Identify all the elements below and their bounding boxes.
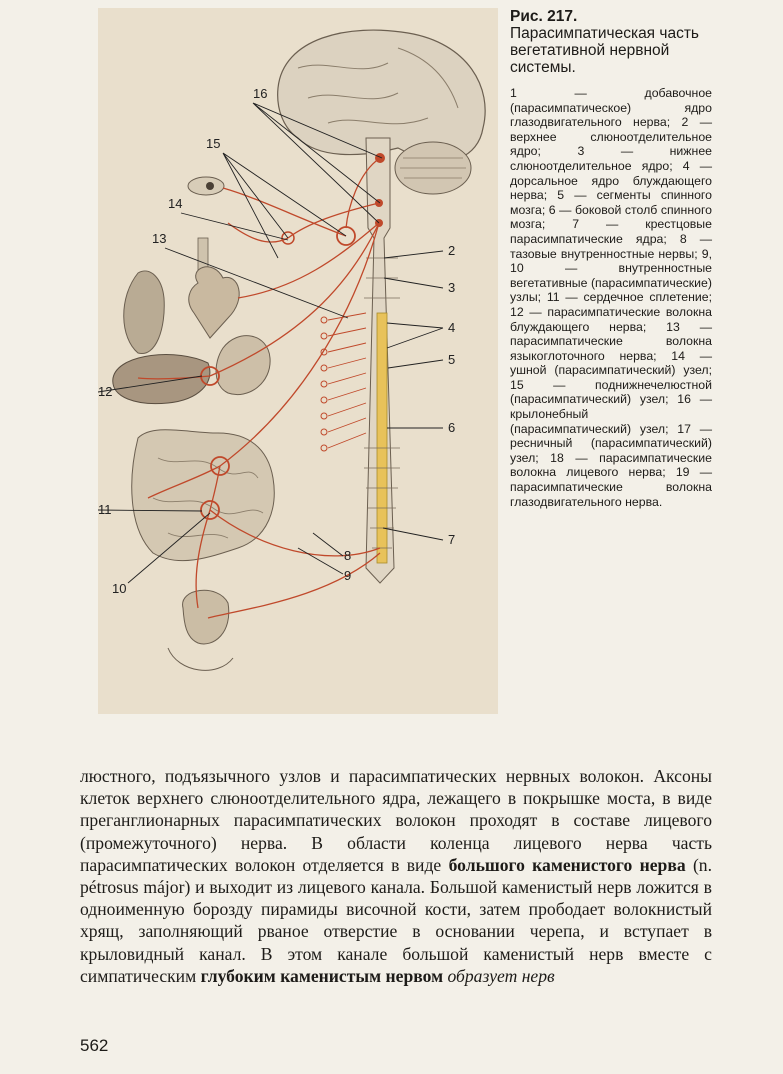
pupil-shape [206,182,214,190]
lateral-column [377,313,387,563]
label-4: 4 [448,320,456,335]
parasympathetic-diagram [98,8,498,714]
label-7: 7 [448,532,456,547]
label-12: 12 [98,384,113,399]
label-15: 15 [206,136,221,151]
label-9: 9 [344,568,352,583]
body-text-1: люстного, подъязычного узлов и парасимпатических нервных волокон. Аксоны клеток верхнего слюноотделительного ядра, лежащего в покрышке моста, в виде преганглионарных парасимпатических волокон проходят в составе лицевого (промежуточного) нерва. В области коленца лицевого нерва часть парасимпатических волокон отделяется в виде [80,766,712,875]
label-6: 6 [448,420,456,435]
lung-shape [124,271,165,354]
label-3: 3 [448,280,456,295]
caption-title [510,8,712,76]
heart-shape [189,267,239,338]
label-14: 14 [168,196,183,211]
segmental-nodes [321,317,327,451]
caption-legend: 1 — добавочное (парасимпатическое) ядро глазодвигательного нерва; 2 — верхнее слюноотделительное ядро; 3 — нижнее слюноотделительное ядро; 4 — дорсальное ядро блуждающего нерва; 5 — сегменты спинного мозга; 6 — боковой столб спинного мозга; 7 — крестцовые парасимпатические ядра; 8 — тазовые внутренностные нервы; 9, 10 — внутренностные вегетативные (парасимпатические) узлы; 11 — сердечное сплетение; 12 — парасимпатические волокна блуждающего нерва; 13 — парасимпатические волокна языкоглоточного нерва; 14 — ушной (парасимпатический) узел; 15 — поднижнечелюстной (парасимпатический) узел; 16 — крылонебный (парасимпатический) узел; 17 — ресничный (парасимпатический) узел; 18 — парасимпатические волокна лицевого нерва; 19 — парасимпатические волокна глазодвигательного нерва. [510,86,712,509]
term-greater-petrosal-nerve: большого каменистого нерва [448,854,686,875]
body-text-2: (n. pétrosus májor) и выходит из лицевого канала. Большой каменистый нерв ложится в одноименную борозду пирамиды височной кости, затем прободает волокнистый хрящ, заполняющий рваное отверстие в основании черепа, и вступает в крыловидный канал. В этом канале большой каменистый нерв вместе с симпатическим [80,854,712,986]
page-number: 562 [80,1036,109,1055]
label-2: 2 [448,243,456,258]
figure-caption [510,8,712,509]
term-deep-petrosal-nerve: глубоким каменистым нервом [200,965,444,986]
caption-title-text: Парасимпатическая часть вегетативной нервной системы. [510,25,700,76]
body-paragraph [80,765,712,987]
bladder-shape [183,590,229,644]
label-11: 11 [98,502,112,517]
anatomical-illustration [98,8,498,714]
stomach-shape [216,336,270,395]
label-13: 13 [152,231,167,246]
pelvis-shape [168,648,233,670]
label-16: 16 [253,86,268,101]
caption-label: Рис. 217. [510,8,578,25]
label-5: 5 [448,352,456,367]
label-8: 8 [344,548,352,563]
body-text-3: образует нерв [443,965,555,986]
label-10: 10 [112,581,127,596]
